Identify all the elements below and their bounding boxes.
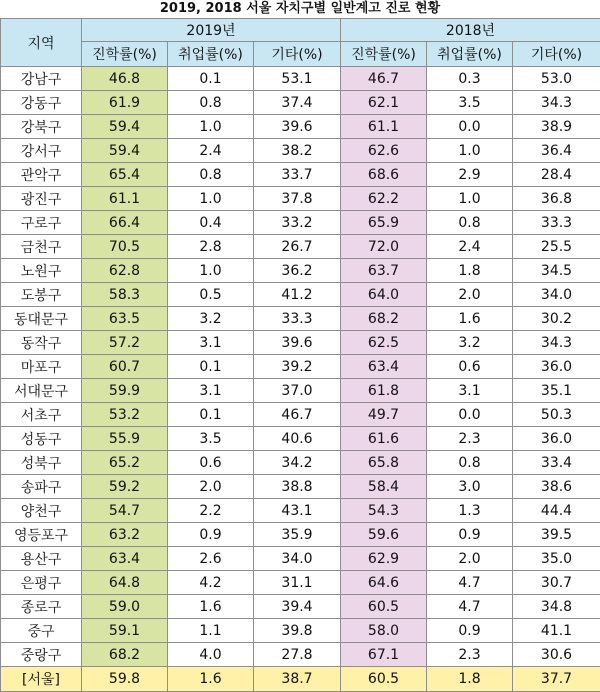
employment-2018-cell: 3.2 (427, 331, 513, 355)
advance-2018-cell: 62.2 (341, 187, 427, 211)
employment-2019-cell: 4.0 (168, 643, 254, 667)
region-cell: 성동구 (1, 427, 82, 451)
other-2018-cell: 53.0 (513, 67, 600, 91)
other-2018-cell: 25.5 (513, 235, 600, 259)
employment-2018-cell: 3.5 (427, 91, 513, 115)
table-row (1, 379, 600, 403)
employment-2019-cell: 2.2 (168, 499, 254, 523)
other-2018-cell: 35.0 (513, 547, 600, 571)
table-row (1, 307, 600, 331)
other-2018-cell: 33.3 (513, 211, 600, 235)
employment-2019-cell: 0.6 (168, 451, 254, 475)
advance-2018-cell: 60.5 (341, 595, 427, 619)
other-2019-cell: 40.6 (254, 427, 341, 451)
advance-2019-cell: 61.9 (82, 91, 168, 115)
year-2019-header: 2019년 (82, 19, 341, 42)
table-row (1, 187, 600, 211)
employment-2018-cell: 1.6 (427, 307, 513, 331)
other-2018-cell: 37.7 (513, 667, 600, 692)
employment-2019-cell: 4.2 (168, 571, 254, 595)
other-2019-cell: 39.6 (254, 331, 341, 355)
employment-2018-cell: 2.3 (427, 643, 513, 667)
other-2019-cell: 39.2 (254, 355, 341, 379)
advance-2018-cell: 46.7 (341, 67, 427, 91)
advance-2019-cell: 59.8 (82, 667, 168, 692)
table-title: 2019, 2018 서울 자치구별 일반계고 진로 현황 (0, 0, 600, 18)
other-2019-cell: 37.0 (254, 379, 341, 403)
table-row (1, 67, 600, 91)
other-2019-cell: 35.9 (254, 523, 341, 547)
table-row (1, 595, 600, 619)
employment-2018-cell: 2.3 (427, 427, 513, 451)
table-row (1, 235, 600, 259)
header-year-row (1, 19, 600, 42)
advance-2019-cell: 66.4 (82, 211, 168, 235)
advance-2019-cell: 59.1 (82, 619, 168, 643)
region-cell: 영등포구 (1, 523, 82, 547)
career-status-table (0, 18, 600, 692)
other-2018-cell: 33.4 (513, 451, 600, 475)
region-cell: 강서구 (1, 139, 82, 163)
region-cell: 양천구 (1, 499, 82, 523)
col-2018-employment-rate: 취업률(%) (427, 42, 513, 67)
advance-2018-cell: 54.3 (341, 499, 427, 523)
advance-2019-cell: 62.8 (82, 259, 168, 283)
other-2019-cell: 39.4 (254, 595, 341, 619)
employment-2018-cell: 1.0 (427, 139, 513, 163)
advance-2018-cell: 63.4 (341, 355, 427, 379)
other-2019-cell: 27.8 (254, 643, 341, 667)
advance-2018-cell: 58.0 (341, 619, 427, 643)
region-cell: 관악구 (1, 163, 82, 187)
advance-2019-cell: 63.5 (82, 307, 168, 331)
employment-2018-cell: 0.6 (427, 355, 513, 379)
employment-2019-cell: 3.2 (168, 307, 254, 331)
table-row (1, 427, 600, 451)
employment-2018-cell: 2.0 (427, 283, 513, 307)
advance-2018-cell: 63.7 (341, 259, 427, 283)
table-row (1, 259, 600, 283)
advance-2018-cell: 61.8 (341, 379, 427, 403)
table-body (1, 67, 600, 692)
employment-2019-cell: 3.1 (168, 379, 254, 403)
other-2019-cell: 41.2 (254, 283, 341, 307)
advance-2019-cell: 59.4 (82, 115, 168, 139)
advance-2019-cell: 64.8 (82, 571, 168, 595)
other-2018-cell: 30.6 (513, 643, 600, 667)
employment-2019-cell: 1.0 (168, 187, 254, 211)
other-2018-cell: 30.7 (513, 571, 600, 595)
advance-2018-cell: 60.5 (341, 667, 427, 692)
employment-2018-cell: 1.3 (427, 499, 513, 523)
table-row (1, 499, 600, 523)
table-row (1, 571, 600, 595)
advance-2018-cell: 62.1 (341, 91, 427, 115)
other-2018-cell: 36.0 (513, 427, 600, 451)
employment-2019-cell: 0.9 (168, 523, 254, 547)
col-2019-other: 기타(%) (254, 42, 341, 67)
region-cell: 강북구 (1, 115, 82, 139)
advance-2018-cell: 62.6 (341, 139, 427, 163)
table-row (1, 211, 600, 235)
advance-2018-cell: 65.9 (341, 211, 427, 235)
other-2019-cell: 39.6 (254, 115, 341, 139)
header-column-row (1, 42, 600, 67)
table-row (1, 451, 600, 475)
region-cell: 강동구 (1, 91, 82, 115)
advance-2018-cell: 65.8 (341, 451, 427, 475)
employment-2018-cell: 2.4 (427, 235, 513, 259)
advance-2019-cell: 55.9 (82, 427, 168, 451)
other-2018-cell: 50.3 (513, 403, 600, 427)
other-2018-cell: 30.2 (513, 307, 600, 331)
region-cell: 송파구 (1, 475, 82, 499)
table-row (1, 523, 600, 547)
other-2018-cell: 28.4 (513, 163, 600, 187)
employment-2018-cell: 0.0 (427, 115, 513, 139)
employment-2019-cell: 1.0 (168, 259, 254, 283)
advance-2018-cell: 62.5 (341, 331, 427, 355)
advance-2018-cell: 59.6 (341, 523, 427, 547)
employment-2018-cell: 3.0 (427, 475, 513, 499)
other-2018-cell: 38.6 (513, 475, 600, 499)
advance-2019-cell: 57.2 (82, 331, 168, 355)
table-row (1, 331, 600, 355)
employment-2019-cell: 2.4 (168, 139, 254, 163)
other-2018-cell: 34.3 (513, 331, 600, 355)
employment-2019-cell: 1.0 (168, 115, 254, 139)
region-cell: 종로구 (1, 595, 82, 619)
employment-2018-cell: 0.8 (427, 451, 513, 475)
other-2018-cell: 41.1 (513, 619, 600, 643)
col-2019-employment-rate: 취업률(%) (168, 42, 254, 67)
employment-2018-cell: 1.8 (427, 667, 513, 692)
other-2018-cell: 44.4 (513, 499, 600, 523)
table-row (1, 475, 600, 499)
other-2018-cell: 34.5 (513, 259, 600, 283)
col-2018-advance-rate: 진학률(%) (341, 42, 427, 67)
advance-2018-cell: 61.1 (341, 115, 427, 139)
advance-2018-cell: 68.2 (341, 307, 427, 331)
advance-2019-cell: 54.7 (82, 499, 168, 523)
region-cell: 용산구 (1, 547, 82, 571)
table-row (1, 547, 600, 571)
other-2019-cell: 36.2 (254, 259, 341, 283)
year-2018-header: 2018년 (341, 19, 600, 42)
employment-2018-cell: 3.1 (427, 379, 513, 403)
advance-2019-cell: 59.0 (82, 595, 168, 619)
advance-2018-cell: 67.1 (341, 643, 427, 667)
advance-2018-cell: 61.6 (341, 427, 427, 451)
region-cell: 광진구 (1, 187, 82, 211)
employment-2018-cell: 4.7 (427, 571, 513, 595)
employment-2018-cell: 0.9 (427, 523, 513, 547)
advance-2019-cell: 63.4 (82, 547, 168, 571)
advance-2019-cell: 59.2 (82, 475, 168, 499)
other-2018-cell: 39.5 (513, 523, 600, 547)
advance-2019-cell: 59.9 (82, 379, 168, 403)
employment-2019-cell: 1.6 (168, 595, 254, 619)
other-2019-cell: 38.8 (254, 475, 341, 499)
other-2018-cell: 36.8 (513, 187, 600, 211)
advance-2018-cell: 49.7 (341, 403, 427, 427)
table-row (1, 355, 600, 379)
col-2019-advance-rate: 진학률(%) (82, 42, 168, 67)
employment-2019-cell: 0.1 (168, 355, 254, 379)
table-row (1, 91, 600, 115)
other-2018-cell: 34.0 (513, 283, 600, 307)
advance-2018-cell: 64.6 (341, 571, 427, 595)
region-cell: 구로구 (1, 211, 82, 235)
employment-2019-cell: 0.8 (168, 163, 254, 187)
employment-2018-cell: 1.0 (427, 187, 513, 211)
region-cell: 중랑구 (1, 643, 82, 667)
advance-2019-cell: 63.2 (82, 523, 168, 547)
advance-2019-cell: 70.5 (82, 235, 168, 259)
region-cell: 도봉구 (1, 283, 82, 307)
advance-2019-cell: 58.3 (82, 283, 168, 307)
advance-2018-cell: 58.4 (341, 475, 427, 499)
employment-2019-cell: 0.1 (168, 67, 254, 91)
region-cell: 서초구 (1, 403, 82, 427)
table-row (1, 163, 600, 187)
region-cell: 노원구 (1, 259, 82, 283)
other-2018-cell: 34.8 (513, 595, 600, 619)
employment-2019-cell: 2.0 (168, 475, 254, 499)
advance-2019-cell: 60.7 (82, 355, 168, 379)
employment-2019-cell: 1.1 (168, 619, 254, 643)
region-cell: 성북구 (1, 451, 82, 475)
other-2018-cell: 36.0 (513, 355, 600, 379)
other-2019-cell: 46.7 (254, 403, 341, 427)
other-2019-cell: 38.2 (254, 139, 341, 163)
advance-2018-cell: 72.0 (341, 235, 427, 259)
other-2019-cell: 37.4 (254, 91, 341, 115)
employment-2019-cell: 2.6 (168, 547, 254, 571)
employment-2018-cell: 0.0 (427, 403, 513, 427)
employment-2018-cell: 0.3 (427, 67, 513, 91)
advance-2019-cell: 65.4 (82, 163, 168, 187)
total-row (1, 667, 600, 692)
other-2019-cell: 26.7 (254, 235, 341, 259)
table-row (1, 283, 600, 307)
region-header: 지역 (1, 19, 82, 67)
region-cell: 금천구 (1, 235, 82, 259)
advance-2018-cell: 68.6 (341, 163, 427, 187)
other-2018-cell: 35.1 (513, 379, 600, 403)
region-cell: 동대문구 (1, 307, 82, 331)
other-2018-cell: 38.9 (513, 115, 600, 139)
employment-2019-cell: 2.8 (168, 235, 254, 259)
region-cell: [서울] (1, 667, 82, 692)
other-2019-cell: 33.3 (254, 307, 341, 331)
advance-2019-cell: 59.4 (82, 139, 168, 163)
region-cell: 동작구 (1, 331, 82, 355)
employment-2019-cell: 3.1 (168, 331, 254, 355)
table-row (1, 643, 600, 667)
employment-2019-cell: 0.4 (168, 211, 254, 235)
other-2019-cell: 53.1 (254, 67, 341, 91)
advance-2019-cell: 46.8 (82, 67, 168, 91)
region-cell: 서대문구 (1, 379, 82, 403)
region-cell: 중구 (1, 619, 82, 643)
table-row (1, 619, 600, 643)
advance-2018-cell: 62.9 (341, 547, 427, 571)
employment-2018-cell: 2.0 (427, 547, 513, 571)
employment-2018-cell: 0.8 (427, 211, 513, 235)
col-2018-other: 기타(%) (513, 42, 600, 67)
table-row (1, 115, 600, 139)
region-cell: 마포구 (1, 355, 82, 379)
other-2019-cell: 34.2 (254, 451, 341, 475)
region-cell: 강남구 (1, 67, 82, 91)
advance-2019-cell: 61.1 (82, 187, 168, 211)
employment-2019-cell: 1.6 (168, 667, 254, 692)
other-2019-cell: 37.8 (254, 187, 341, 211)
employment-2019-cell: 0.1 (168, 403, 254, 427)
other-2018-cell: 34.3 (513, 91, 600, 115)
advance-2019-cell: 68.2 (82, 643, 168, 667)
employment-2019-cell: 0.8 (168, 91, 254, 115)
region-cell: 은평구 (1, 571, 82, 595)
other-2019-cell: 33.2 (254, 211, 341, 235)
employment-2019-cell: 3.5 (168, 427, 254, 451)
other-2019-cell: 31.1 (254, 571, 341, 595)
employment-2019-cell: 0.5 (168, 283, 254, 307)
employment-2018-cell: 0.9 (427, 619, 513, 643)
table-row (1, 403, 600, 427)
employment-2018-cell: 2.9 (427, 163, 513, 187)
other-2019-cell: 38.7 (254, 667, 341, 692)
employment-2018-cell: 1.8 (427, 259, 513, 283)
table-row (1, 139, 600, 163)
employment-2018-cell: 4.7 (427, 595, 513, 619)
advance-2019-cell: 53.2 (82, 403, 168, 427)
other-2019-cell: 34.0 (254, 547, 341, 571)
other-2019-cell: 39.8 (254, 619, 341, 643)
other-2019-cell: 43.1 (254, 499, 341, 523)
other-2018-cell: 36.4 (513, 139, 600, 163)
advance-2019-cell: 65.2 (82, 451, 168, 475)
advance-2018-cell: 64.0 (341, 283, 427, 307)
other-2019-cell: 33.7 (254, 163, 341, 187)
